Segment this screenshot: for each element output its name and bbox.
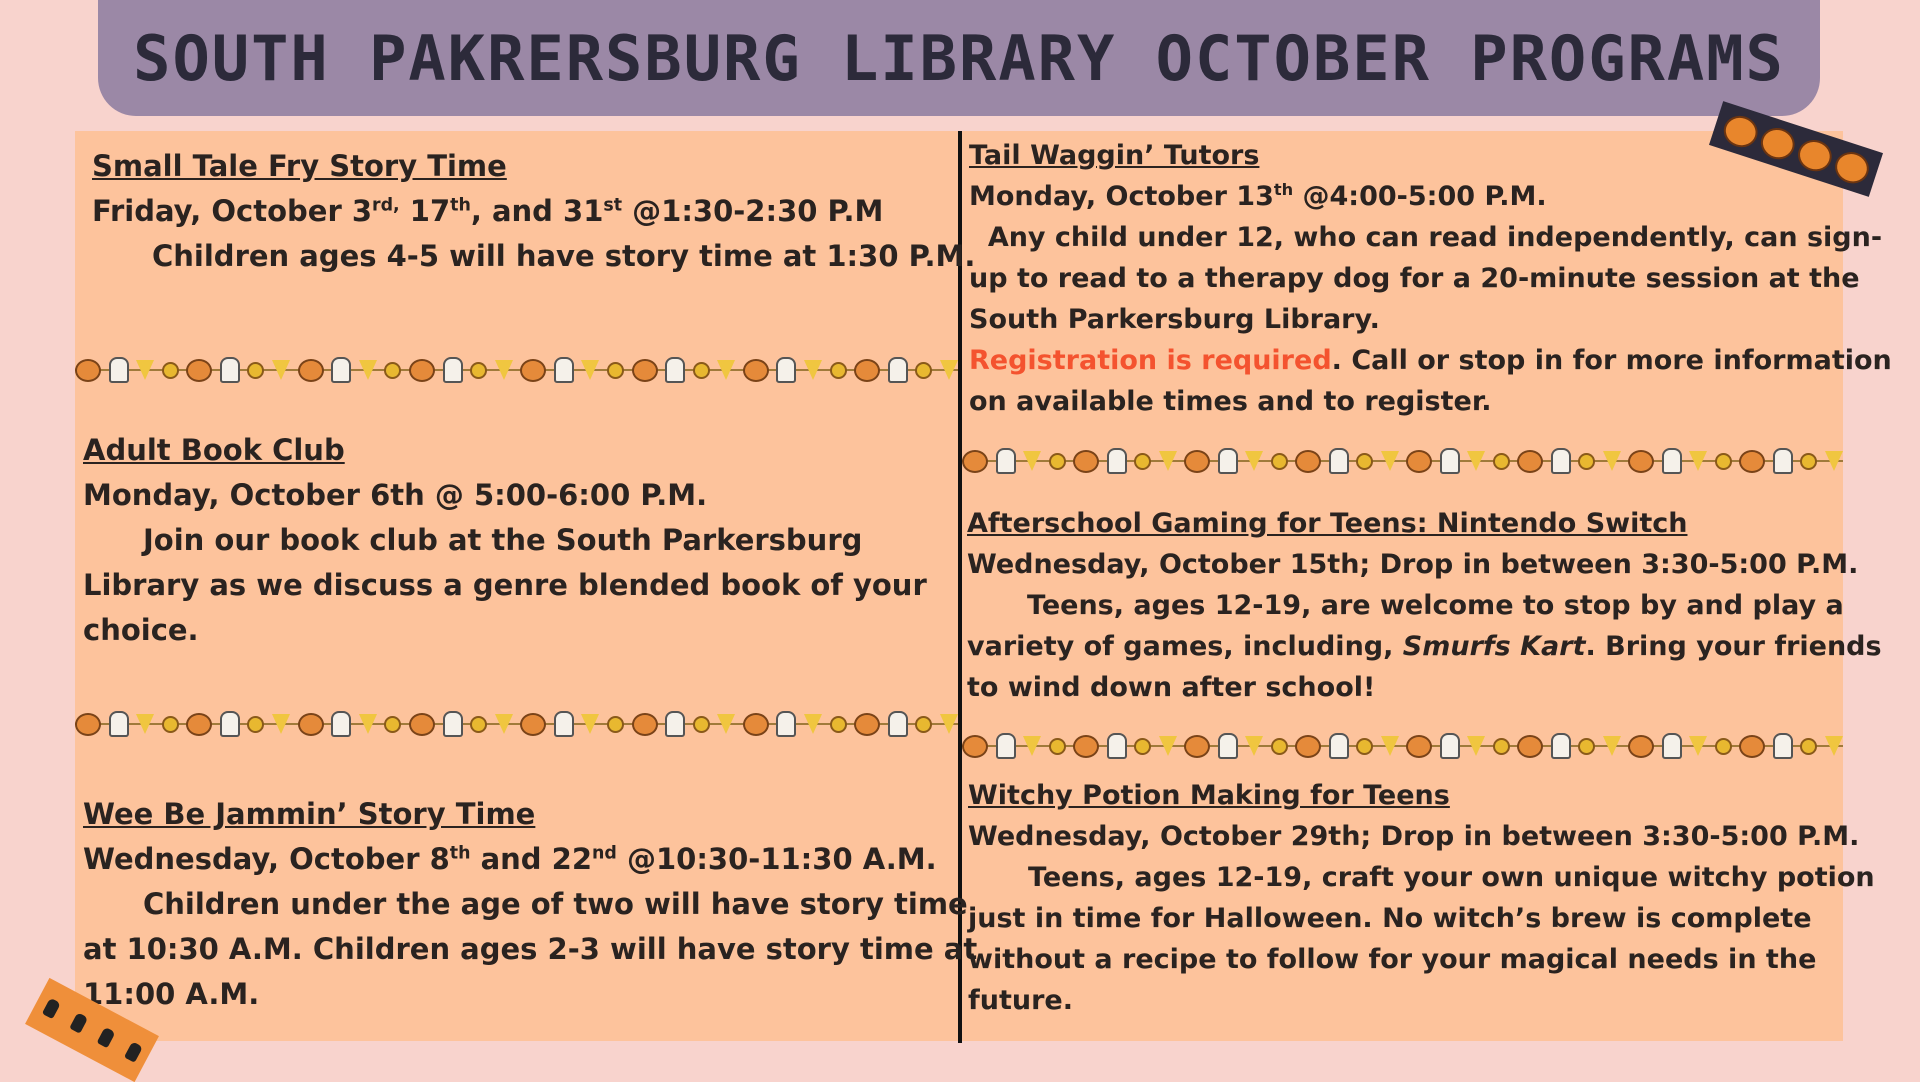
garland-ornament-icon — [1329, 448, 1349, 474]
garland-ornament-icon — [1689, 451, 1707, 471]
garland-ornament-icon — [962, 450, 988, 473]
garland-ornament-icon — [162, 362, 179, 379]
program-description-line: on available times and to register. — [969, 386, 1492, 417]
garland-ornament-icon — [1715, 738, 1732, 755]
garland-ornament-icon — [854, 359, 880, 382]
garland-ornament-icon — [495, 714, 513, 734]
garland-ornament-icon — [554, 357, 574, 383]
garland-ornament-icon — [888, 711, 908, 737]
garland-ornament-icon — [581, 360, 599, 380]
garland-ornament-icon — [743, 713, 769, 736]
garland-ornament-icon — [830, 716, 847, 733]
garland-ornament-icon — [1023, 736, 1041, 756]
program-small-tale-fry — [92, 144, 975, 279]
garland-ornament-icon — [665, 357, 685, 383]
garland-ornament-icon — [1578, 453, 1595, 470]
registration-required-note: Registration is required — [969, 345, 1332, 376]
garland-ornament-icon — [632, 713, 658, 736]
garland-ornament-icon — [804, 714, 822, 734]
garland-ornament-icon — [962, 735, 988, 758]
garland-ornament-icon — [220, 357, 240, 383]
program-heading: Small Tale Fry Story Time — [92, 149, 507, 183]
garland-ornament-icon — [743, 359, 769, 382]
garland-ornament-icon — [1773, 448, 1793, 474]
garland-ornament-icon — [1715, 453, 1732, 470]
garland-ornament-icon — [520, 359, 546, 382]
garland-ornament-icon — [162, 716, 179, 733]
program-description-line: Join our book club at the South Parkersburg — [143, 523, 863, 557]
program-heading: Adult Book Club — [83, 433, 345, 467]
garland-ornament-icon — [136, 714, 154, 734]
program-description-line: up to read to a therapy dog for a 20-minute session at the — [969, 263, 1860, 294]
garland-ornament-icon — [272, 360, 290, 380]
garland-ornament-icon — [1517, 450, 1543, 473]
garland-ornament-icon — [1551, 448, 1571, 474]
garland-ornament-icon — [1356, 453, 1373, 470]
garland-ornament-icon — [554, 711, 574, 737]
halloween-garland-icon — [962, 444, 1843, 478]
garland-ornament-icon — [830, 362, 847, 379]
garland-ornament-icon — [1184, 450, 1210, 473]
garland-ornament-icon — [331, 357, 351, 383]
program-wee-be-jammin — [83, 792, 977, 1017]
garland-ornament-icon — [470, 362, 487, 379]
garland-ornament-icon — [1073, 450, 1099, 473]
garland-ornament-icon — [1271, 453, 1288, 470]
garland-ornament-icon — [1184, 735, 1210, 758]
garland-ornament-icon — [109, 711, 129, 737]
program-description-line: Children under the age of two will have story time — [143, 887, 968, 921]
garland-ornament-icon — [136, 360, 154, 380]
garland-ornament-icon — [1739, 450, 1765, 473]
garland-ornament-icon — [940, 360, 958, 380]
garland-ornament-icon — [854, 713, 880, 736]
garland-ornament-icon — [1049, 738, 1066, 755]
garland-ornament-icon — [1134, 738, 1151, 755]
garland-ornament-icon — [1467, 736, 1485, 756]
program-description-line: 11:00 A.M. — [83, 977, 260, 1011]
halloween-garland-icon — [75, 353, 958, 387]
garland-ornament-icon — [331, 711, 351, 737]
garland-ornament-icon — [359, 360, 377, 380]
garland-ornament-icon — [1329, 733, 1349, 759]
garland-ornament-icon — [1628, 735, 1654, 758]
program-description-line: Teens, ages 12-19, craft your own unique witchy potion — [1028, 862, 1875, 893]
program-heading: Witchy Potion Making for Teens — [968, 780, 1450, 811]
garland-ornament-icon — [1662, 448, 1682, 474]
garland-ornament-icon — [1825, 451, 1843, 471]
program-description-line: Registration is required. Call or stop in for more information — [969, 345, 1892, 376]
garland-ornament-icon — [717, 360, 735, 380]
garland-ornament-icon — [520, 713, 546, 736]
garland-ornament-icon — [1295, 450, 1321, 473]
garland-ornament-icon — [581, 714, 599, 734]
garland-ornament-icon — [247, 362, 264, 379]
program-description: Children ages 4-5 will have story time at 1:30 P.M. — [152, 239, 976, 273]
garland-ornament-icon — [804, 360, 822, 380]
garland-ornament-icon — [443, 711, 463, 737]
garland-ornament-icon — [665, 711, 685, 737]
program-date: Monday, October 13th @4:00-5:00 P.M. — [969, 180, 1547, 212]
garland-ornament-icon — [298, 359, 324, 382]
garland-ornament-icon — [272, 714, 290, 734]
garland-ornament-icon — [1356, 738, 1373, 755]
program-description-line: Any child under 12, who can read independently, can sign- — [987, 222, 1883, 253]
garland-ornament-icon — [996, 448, 1016, 474]
garland-ornament-icon — [607, 362, 624, 379]
program-date: Monday, October 6th @ 5:00-6:00 P.M. — [83, 478, 708, 512]
garland-ornament-icon — [1218, 448, 1238, 474]
halloween-garland-icon — [962, 729, 1843, 763]
garland-ornament-icon — [717, 714, 735, 734]
garland-ornament-icon — [1800, 453, 1817, 470]
garland-ornament-icon — [495, 360, 513, 380]
garland-ornament-icon — [1159, 451, 1177, 471]
garland-ornament-icon — [776, 711, 796, 737]
garland-ornament-icon — [409, 713, 435, 736]
garland-ornament-icon — [1406, 735, 1432, 758]
garland-ornament-icon — [1551, 733, 1571, 759]
program-date: Wednesday, October 15th; Drop in between 3:30-5:00 P.M. — [967, 549, 1859, 580]
garland-ornament-icon — [1440, 448, 1460, 474]
garland-ornament-icon — [1073, 735, 1099, 758]
garland-ornament-icon — [384, 362, 401, 379]
program-heading: Afterschool Gaming for Teens: Nintendo Switch — [967, 508, 1688, 539]
program-tail-waggin-tutors — [969, 135, 1892, 422]
garland-ornament-icon — [1662, 733, 1682, 759]
garland-ornament-icon — [1517, 735, 1543, 758]
program-description-line: South Parkersburg Library. — [969, 304, 1380, 335]
garland-ornament-icon — [1493, 453, 1510, 470]
garland-ornament-icon — [1218, 733, 1238, 759]
garland-ornament-icon — [1578, 738, 1595, 755]
garland-ornament-icon — [220, 711, 240, 737]
garland-ornament-icon — [1406, 450, 1432, 473]
page-title: SOUTH PAKRERSBURG LIBRARY OCTOBER PROGRAMS — [133, 21, 1785, 95]
garland-ornament-icon — [186, 359, 212, 382]
garland-ornament-icon — [384, 716, 401, 733]
garland-ornament-icon — [409, 359, 435, 382]
garland-ornament-icon — [443, 357, 463, 383]
program-description-line: future. — [968, 985, 1073, 1016]
title-banner — [98, 0, 1820, 116]
garland-ornament-icon — [996, 733, 1016, 759]
program-date: Wednesday, October 29th; Drop in between 3:30-5:00 P.M. — [968, 821, 1860, 852]
garland-ornament-icon — [1689, 736, 1707, 756]
garland-ornament-icon — [1107, 733, 1127, 759]
garland-ornament-icon — [1134, 453, 1151, 470]
garland-ornament-icon — [109, 357, 129, 383]
garland-ornament-icon — [1739, 735, 1765, 758]
garland-ornament-icon — [1440, 733, 1460, 759]
garland-ornament-icon — [298, 713, 324, 736]
garland-ornament-icon — [1603, 736, 1621, 756]
garland-ornament-icon — [1381, 451, 1399, 471]
garland-ornament-icon — [940, 714, 958, 734]
halloween-garland-icon — [75, 707, 958, 741]
garland-ornament-icon — [1245, 736, 1263, 756]
garland-ornament-icon — [1381, 736, 1399, 756]
garland-ornament-icon — [1271, 738, 1288, 755]
garland-ornament-icon — [915, 716, 932, 733]
garland-ornament-icon — [776, 357, 796, 383]
garland-ornament-icon — [1467, 451, 1485, 471]
program-heading: Wee Be Jammin’ Story Time — [83, 797, 536, 831]
garland-ornament-icon — [247, 716, 264, 733]
garland-ornament-icon — [607, 716, 624, 733]
program-description-line: to wind down after school! — [967, 672, 1376, 703]
program-date: Wednesday, October 8th and 22nd @10:30-11:30 A.M. — [83, 842, 937, 876]
garland-ornament-icon — [186, 713, 212, 736]
program-description-line: choice. — [83, 613, 199, 647]
program-date: Friday, October $3^{rd,}$ 17th, and 31st @1:30-2:30 P.M — [92, 194, 884, 228]
program-description-line: variety of games, including, Smurfs Kart. Bring your friends — [967, 631, 1882, 662]
garland-ornament-icon — [75, 713, 101, 736]
garland-ornament-icon — [693, 716, 710, 733]
program-description-line: just in time for Halloween. No witch’s brew is complete — [968, 903, 1812, 934]
garland-ornament-icon — [1295, 735, 1321, 758]
garland-ornament-icon — [1603, 451, 1621, 471]
garland-ornament-icon — [693, 362, 710, 379]
garland-ornament-icon — [888, 357, 908, 383]
program-description-line: Teens, ages 12-19, are welcome to stop by and play a — [1027, 590, 1844, 621]
garland-ornament-icon — [1049, 453, 1066, 470]
program-afterschool-gaming — [967, 503, 1882, 708]
program-heading: Tail Waggin’ Tutors — [969, 140, 1260, 171]
garland-ornament-icon — [470, 716, 487, 733]
garland-ornament-icon — [915, 362, 932, 379]
garland-ornament-icon — [1628, 450, 1654, 473]
program-description-line: at 10:30 A.M. Children ages 2-3 will have story time at — [83, 932, 978, 966]
garland-ornament-icon — [1023, 451, 1041, 471]
garland-ornament-icon — [1825, 736, 1843, 756]
garland-ornament-icon — [75, 359, 101, 382]
garland-ornament-icon — [632, 359, 658, 382]
program-adult-book-club — [83, 428, 927, 653]
garland-ornament-icon — [1107, 448, 1127, 474]
garland-ornament-icon — [1800, 738, 1817, 755]
garland-ornament-icon — [1493, 738, 1510, 755]
garland-ornament-icon — [1159, 736, 1177, 756]
program-description-line: Library as we discuss a genre blended book of your — [83, 568, 927, 602]
garland-ornament-icon — [359, 714, 377, 734]
program-description-line: without a recipe to follow for your magical needs in the — [968, 944, 1817, 975]
garland-ornament-icon — [1245, 451, 1263, 471]
program-witchy-potion — [968, 775, 1875, 1021]
garland-ornament-icon — [1773, 733, 1793, 759]
